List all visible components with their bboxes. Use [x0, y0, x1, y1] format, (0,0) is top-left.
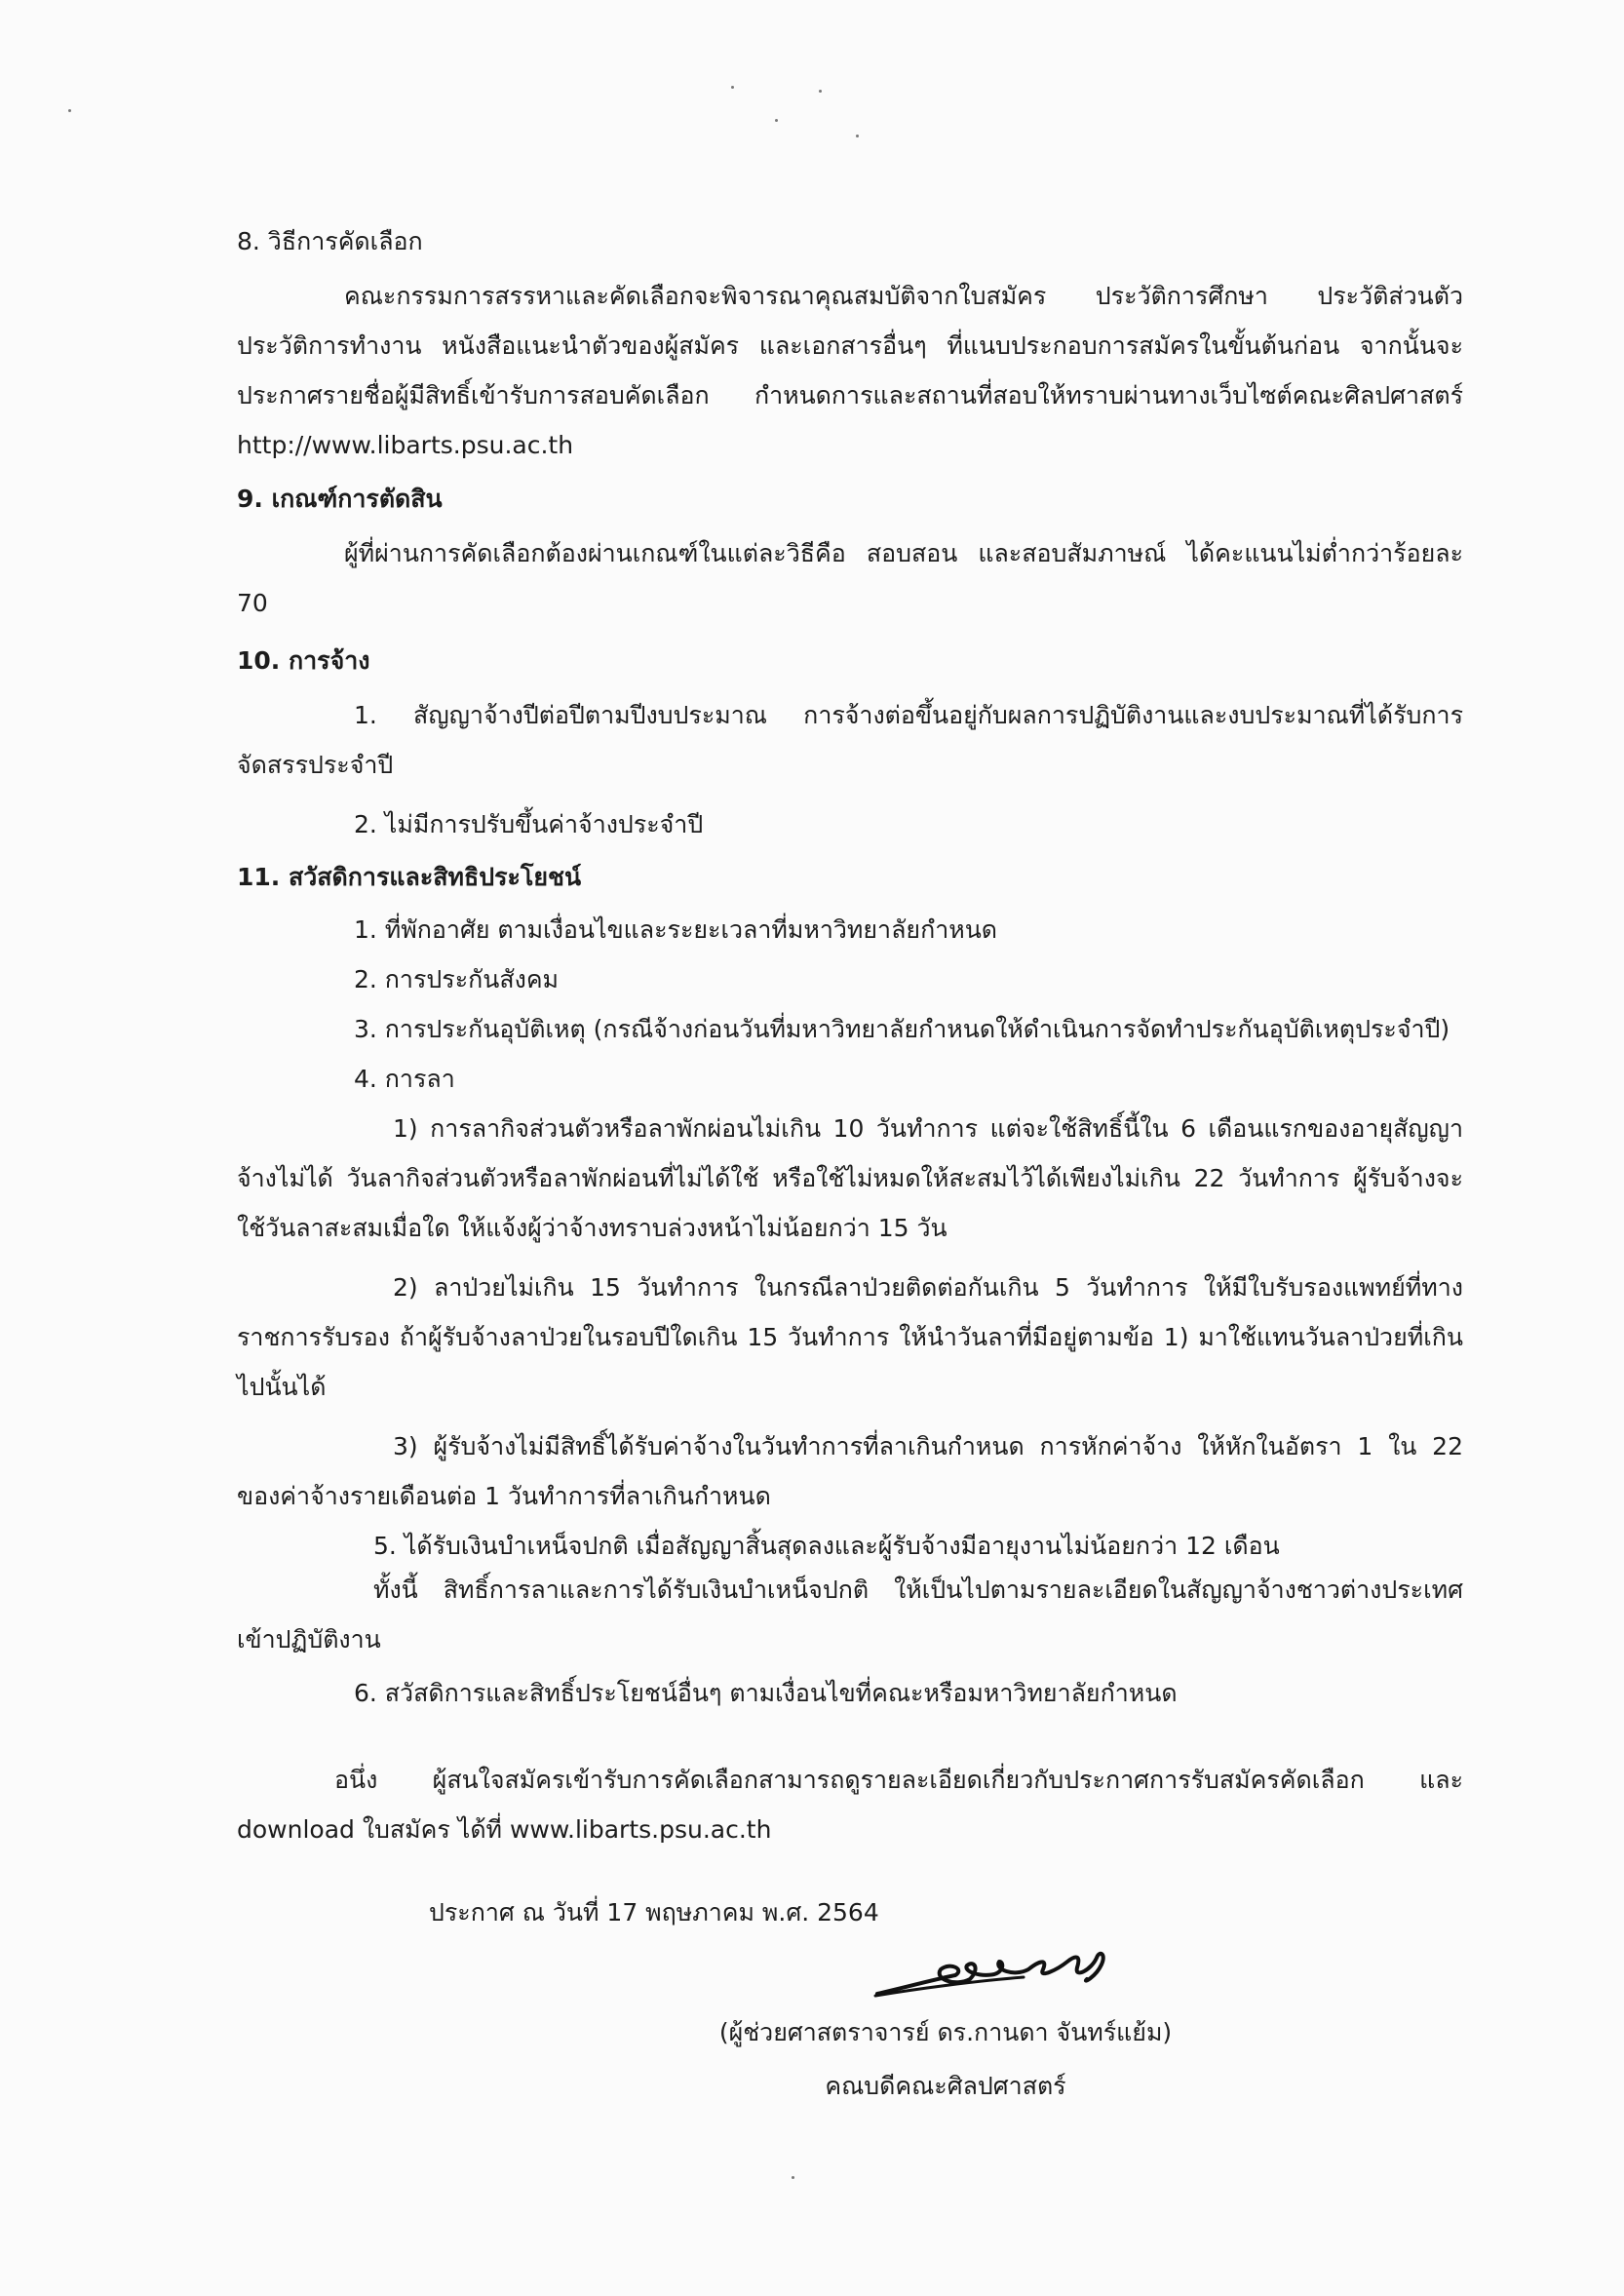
section-11-item-2: 2. การประกันสังคม: [354, 965, 560, 993]
signer-name: (ผู้ช่วยศาสตราจารย์ ดร.กานดา จันทร์แย้ม): [718, 2018, 1173, 2046]
section-11-item-6: 6. สวัสดิการและสิทธิ์ประโยชน์อื่นๆ ตามเงื่อนไขที่คณะหรือมหาวิทยาลัยกำหนด: [354, 1679, 1178, 1707]
section-11: [237, 858, 1463, 1718]
section-9-title: 9. เกณฑ์การตัดสิน: [237, 485, 443, 513]
section-11-item-3: 3. การประกันอุบัติเหตุ (กรณีจ้างก่อนวันที่มหาวิทยาลัยกำหนดให้ดำเนินการจัดทำประกันอุบัติเหตุประจำปี): [354, 1015, 1450, 1043]
section-9: [237, 480, 1463, 628]
section-9-body: ผู้ที่ผ่านการคัดเลือกต้องผ่านเกณฑ์ในแต่ละวิธีคือ สอบสอน และสอบสัมภาษณ์ ได้คะแนนไม่ต่ำกว่าร้อยละ 70: [237, 539, 1463, 617]
section-10-title: 10. การจ้าง: [237, 646, 370, 675]
section-11-note: ทั้งนี้ สิทธิ์การลาและการได้รับเงินบำเหน็จปกติ ให้เป็นไปตามรายละเอียดในสัญญาจ้างชาวต่างประเทศเข้าปฏิบัติงาน: [237, 1576, 1463, 1654]
closing-paragraph-block: [237, 1755, 1463, 1854]
section-11-title: 11. สวัสดิการและสิทธิประโยชน์: [237, 863, 582, 891]
scan-speck: [819, 90, 822, 93]
scan-speck: [731, 86, 734, 89]
section-8-body: คณะกรรมการสรรหาและคัดเลือกจะพิจารณาคุณสมบัติจากใบสมัคร ประวัติการศึกษา ประวัติส่วนตัว ประวัติการทำงาน หนังสือแนะนำตัวของผู้สมัคร และเอกสารอื่นๆ ที่แนบประกอบการสมัครในขั้นต้นก่อน จากนั้นจะประกาศรายชื่อผู้มีสิทธิ์เข้ารับการสอบคัดเลือก กำหนดการและสถานที่สอบให้ทราบผ่านทางเว็บไซต์คณะศิลปศาสตร์ http://www.libarts.psu.ac.th: [237, 282, 1463, 459]
section-11-item-4: 4. การลา: [354, 1065, 455, 1093]
section-8: [237, 222, 1463, 470]
leave-item-1: 1) การลากิจส่วนตัวหรือลาพักผ่อนไม่เกิน 10 วันทำการ แต่จะใช้สิทธิ์นี้ใน 6 เดือนแรกของอายุสัญญาจ้างไม่ได้ วันลากิจส่วนตัวหรือลาพักผ่อนที่ไม่ได้ใช้ หรือใช้ไม่หมดให้สะสมไว้ได้เพียงไม่เกิน 22 วันทำการ ผู้รับจ้างจะใช้วันลาสะสมเมื่อใด ให้แจ้งผู้ว่าจ้างทราบล่วงหน้าไม่น้อยกว่า 15 วัน: [237, 1114, 1463, 1242]
section-11-item-1: 1. ที่พักอาศัย ตามเงื่อนไขและระยะเวลาที่มหาวิทยาลัยกำหนด: [354, 915, 998, 944]
scan-speck: [856, 135, 859, 137]
leave-item-3: 3) ผู้รับจ้างไม่มีสิทธิ์ได้รับค่าจ้างในวันทำการที่ลาเกินกำหนด การหักค่าจ้าง ให้หักในอัตรา 1 ใน 22 ของค่าจ้างรายเดือนต่อ 1 วันทำการที่ลาเกินกำหนด: [237, 1432, 1463, 1510]
scan-speck: [775, 119, 778, 122]
leave-item-2: 2) ลาป่วยไม่เกิน 15 วันทำการ ในกรณีลาป่วยติดต่อกันเกิน 5 วันทำการ ให้มีใบรับรองแพทย์ที่ทางราชการรับรอง ถ้าผู้รับจ้างลาป่วยในรอบปีใดเกิน 15 วันทำการ ให้นำวันลาที่มีอยู่ตามข้อ 1) มาใช้แทนวันลาป่วยที่เกินไปนั้นได้: [237, 1273, 1463, 1401]
section-8-title: 8. วิธีการคัดเลือก: [237, 227, 423, 255]
announcement-date: ประกาศ ณ วันที่ 17 พฤษภาคม พ.ศ. 2564: [429, 1898, 879, 1926]
signature-graphic: [858, 1940, 1150, 2018]
signer-title: คณบดีคณะศิลปศาสตร์: [825, 2072, 1066, 2100]
scan-speck: [792, 2176, 794, 2179]
section-10-item-2: 2. ไม่มีการปรับขึ้นค่าจ้างประจำปี: [354, 810, 704, 838]
signature: [858, 1940, 1150, 2018]
section-10: [237, 642, 1463, 849]
closing-paragraph: อนึ่ง ผู้สนใจสมัครเข้ารับการคัดเลือกสามารถดูรายละเอียดเกี่ยวกับประกาศการรับสมัครคัดเลือก และ download ใบสมัคร ได้ที่ www.libarts.psu.ac.th: [237, 1766, 1463, 1844]
scan-speck: [68, 109, 71, 112]
section-11-item-5: 5. ได้รับเงินบำเหน็จปกติ เมื่อสัญญาสิ้นสุดลงและผู้รับจ้างมีอายุงานไม่น้อยกว่า 12 เดือน: [373, 1532, 1280, 1560]
section-10-item-1: 1. สัญญาจ้างปีต่อปีตามปีงบประมาณ การจ้างต่อขึ้นอยู่กับผลการปฏิบัติงานและงบประมาณที่ได้รับการจัดสรรประจำปี: [237, 701, 1463, 779]
